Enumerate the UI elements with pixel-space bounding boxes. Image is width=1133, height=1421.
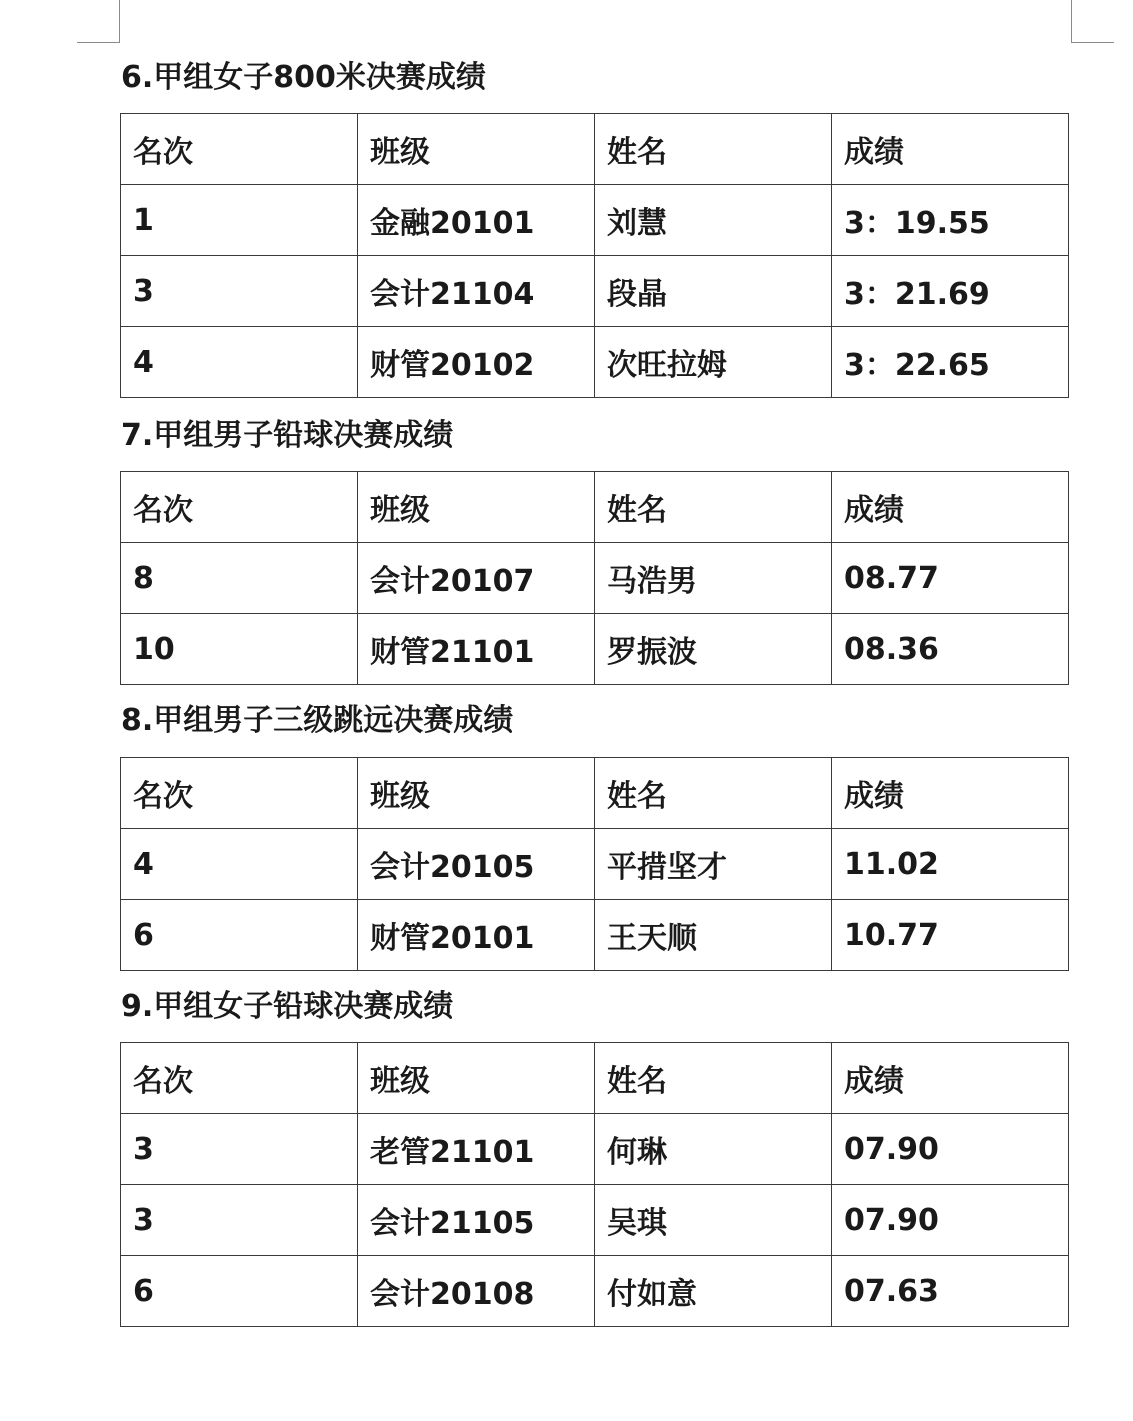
header-class: 班级 bbox=[358, 758, 595, 829]
cell-rank: 1 bbox=[121, 185, 358, 256]
header-name: 姓名 bbox=[595, 114, 832, 185]
cell-class: 金融20101 bbox=[358, 185, 595, 256]
cell-name: 马浩男 bbox=[595, 543, 832, 614]
section-title: 7.甲组男子铅球决赛成绩 bbox=[121, 418, 454, 453]
cell-result: 3：22.65 bbox=[832, 327, 1069, 398]
cell-result: 10.77 bbox=[832, 900, 1069, 971]
table-header-row bbox=[121, 1043, 1069, 1114]
cell-name: 段晶 bbox=[595, 256, 832, 327]
cell-name: 王天顺 bbox=[595, 900, 832, 971]
section-title: 9.甲组女子铅球决赛成绩 bbox=[121, 989, 454, 1024]
table-row bbox=[121, 256, 1069, 327]
table-row bbox=[121, 185, 1069, 256]
table-header-row bbox=[121, 472, 1069, 543]
cell-name: 罗振波 bbox=[595, 614, 832, 685]
results-table bbox=[120, 113, 1069, 398]
cell-result: 07.63 bbox=[832, 1256, 1069, 1327]
cell-class: 财管20102 bbox=[358, 327, 595, 398]
cell-class: 会计20108 bbox=[358, 1256, 595, 1327]
header-name: 姓名 bbox=[595, 472, 832, 543]
cell-class: 会计20105 bbox=[358, 829, 595, 900]
table-row bbox=[121, 614, 1069, 685]
table-header-row bbox=[121, 114, 1069, 185]
cell-class: 老管21101 bbox=[358, 1114, 595, 1185]
cell-rank: 3 bbox=[121, 1185, 358, 1256]
cell-rank: 8 bbox=[121, 543, 358, 614]
cell-name: 次旺拉姆 bbox=[595, 327, 832, 398]
table-row bbox=[121, 900, 1069, 971]
page-corner-mark-top-right bbox=[1071, 0, 1114, 43]
cell-class: 财管20101 bbox=[358, 900, 595, 971]
header-class: 班级 bbox=[358, 114, 595, 185]
results-table bbox=[120, 757, 1069, 971]
cell-rank: 6 bbox=[121, 1256, 358, 1327]
table-row bbox=[121, 543, 1069, 614]
header-rank: 名次 bbox=[121, 114, 358, 185]
cell-name: 平措坚才 bbox=[595, 829, 832, 900]
cell-result: 07.90 bbox=[832, 1185, 1069, 1256]
page-corner-mark-top-left bbox=[77, 0, 120, 43]
section-title: 6.甲组女子800米决赛成绩 bbox=[121, 60, 486, 95]
cell-result: 07.90 bbox=[832, 1114, 1069, 1185]
cell-name: 何琳 bbox=[595, 1114, 832, 1185]
cell-rank: 4 bbox=[121, 829, 358, 900]
header-rank: 名次 bbox=[121, 758, 358, 829]
table-row bbox=[121, 1256, 1069, 1327]
cell-name: 刘慧 bbox=[595, 185, 832, 256]
header-name: 姓名 bbox=[595, 1043, 832, 1114]
cell-rank: 3 bbox=[121, 1114, 358, 1185]
header-name: 姓名 bbox=[595, 758, 832, 829]
header-result: 成绩 bbox=[832, 114, 1069, 185]
header-rank: 名次 bbox=[121, 1043, 358, 1114]
section-title: 8.甲组男子三级跳远决赛成绩 bbox=[121, 703, 514, 738]
table-header-row bbox=[121, 758, 1069, 829]
cell-name: 吴琪 bbox=[595, 1185, 832, 1256]
cell-class: 会计20107 bbox=[358, 543, 595, 614]
header-class: 班级 bbox=[358, 472, 595, 543]
header-result: 成绩 bbox=[832, 1043, 1069, 1114]
results-table bbox=[120, 471, 1069, 685]
cell-result: 08.36 bbox=[832, 614, 1069, 685]
cell-name: 付如意 bbox=[595, 1256, 832, 1327]
cell-result: 08.77 bbox=[832, 543, 1069, 614]
table-row bbox=[121, 327, 1069, 398]
cell-class: 财管21101 bbox=[358, 614, 595, 685]
results-table bbox=[120, 1042, 1069, 1327]
cell-rank: 10 bbox=[121, 614, 358, 685]
cell-rank: 4 bbox=[121, 327, 358, 398]
cell-rank: 3 bbox=[121, 256, 358, 327]
cell-class: 会计21105 bbox=[358, 1185, 595, 1256]
table-row bbox=[121, 1114, 1069, 1185]
header-result: 成绩 bbox=[832, 758, 1069, 829]
cell-result: 3：21.69 bbox=[832, 256, 1069, 327]
header-result: 成绩 bbox=[832, 472, 1069, 543]
header-class: 班级 bbox=[358, 1043, 595, 1114]
cell-rank: 6 bbox=[121, 900, 358, 971]
cell-class: 会计21104 bbox=[358, 256, 595, 327]
header-rank: 名次 bbox=[121, 472, 358, 543]
cell-result: 11.02 bbox=[832, 829, 1069, 900]
cell-result: 3：19.55 bbox=[832, 185, 1069, 256]
table-row bbox=[121, 829, 1069, 900]
table-row bbox=[121, 1185, 1069, 1256]
